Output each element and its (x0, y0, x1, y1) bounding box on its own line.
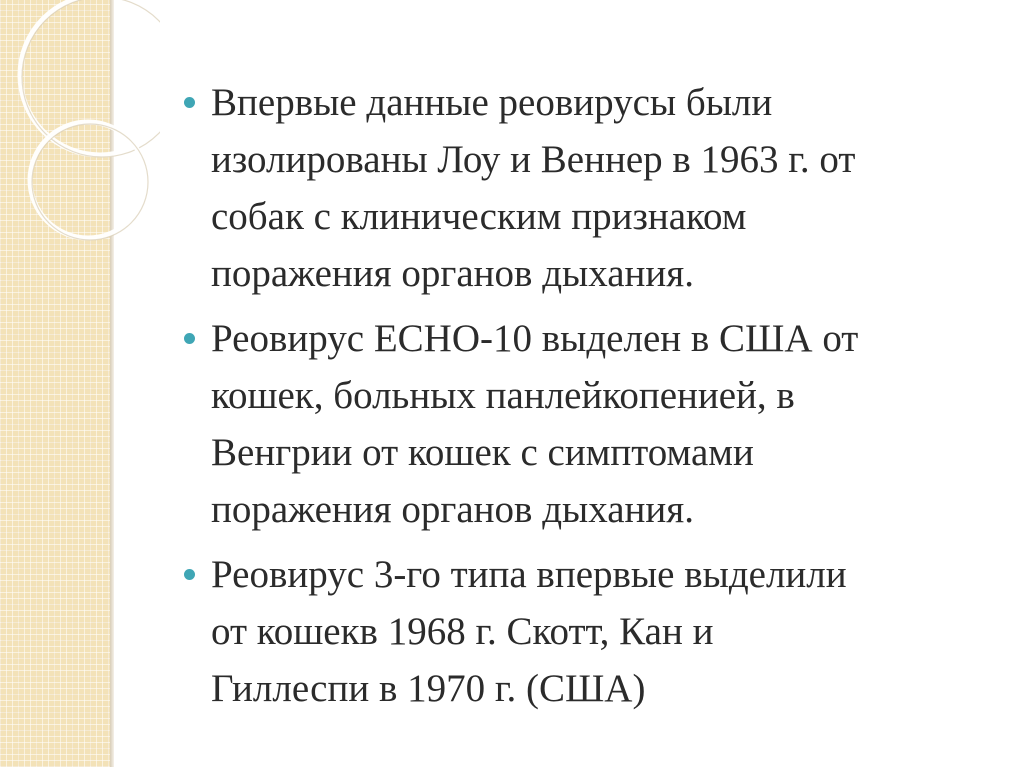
bullet-item-2 (183, 310, 983, 538)
bullet-line: Впервые данные реовирусы были (211, 81, 773, 124)
bullet-line: от кошекв 1968 г. Скотт, Кан и (211, 610, 714, 653)
bullet-line: Гиллеспи в 1970 г. (США) (211, 667, 646, 710)
bullet-line: собак с клиническим признаком (211, 195, 747, 238)
bullet-line: кошек, больных панлейкопенией, в (211, 374, 795, 417)
bullet-line: Реовирус 3-го типа впервые выделили (211, 553, 847, 596)
bullet-line: поражения органов дыхания. (211, 488, 694, 531)
bullet-dot-icon (184, 97, 195, 108)
bullet-dot-icon (184, 333, 195, 344)
bullet-line: Венгрии от кошек с симптомами (211, 431, 754, 474)
decorative-rings (0, 0, 160, 260)
bullet-line: поражения органов дыхания. (211, 252, 694, 295)
bullet-item-3 (183, 546, 983, 717)
bullet-line: Реовирус ЕСНО-10 выделен в США от (211, 317, 859, 360)
bullet-item-1 (183, 74, 983, 302)
bullet-dot-icon (184, 569, 195, 580)
bullet-line: изолированы Лоу и Веннер в 1963 г. от (211, 138, 856, 181)
slide-content (183, 74, 983, 725)
bullet-list (183, 74, 983, 717)
